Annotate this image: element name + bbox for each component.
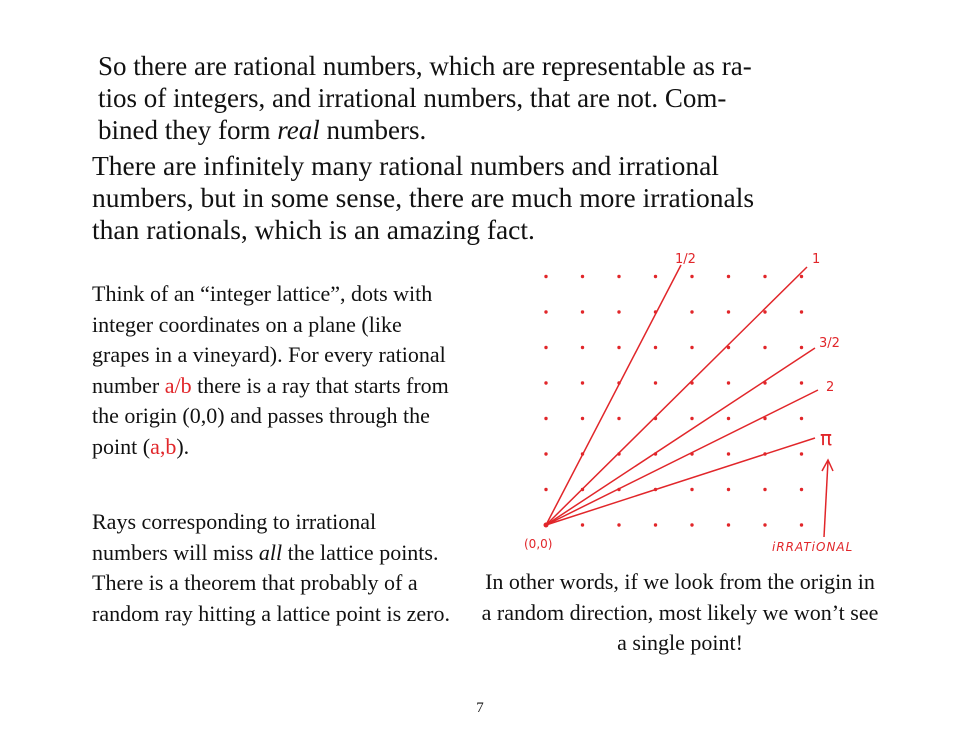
intro-line-2: tios of integers, and irrational numbers, that are not. Com-: [98, 83, 727, 113]
lattice-dot: [581, 346, 584, 349]
lattice-dot: [727, 310, 730, 313]
lattice-dot: [544, 452, 547, 455]
lattice-dot: [800, 417, 803, 420]
lattice-dot: [581, 275, 584, 278]
lattice-dot: [763, 523, 766, 526]
lattice-dot: [690, 488, 693, 491]
label-one: 1: [812, 252, 821, 267]
lattice-dot: [727, 275, 730, 278]
ab-point: a,b: [150, 433, 177, 459]
rays-text-part2: the lattice points. There is a theorem that probably of a random ray hitting a lattice point is zero.: [92, 539, 451, 626]
other-words-paragraph: In other words, if we look from the origin in a random direction, most likely we won’t see a single point!: [481, 569, 879, 655]
ray-two: [546, 390, 818, 525]
lattice-dot: [690, 523, 693, 526]
lattice-dot: [690, 417, 693, 420]
intro-line-3-start: bined they form: [98, 115, 278, 145]
lattice-dot: [763, 275, 766, 278]
lattice-dot: [581, 310, 584, 313]
intro-line-1: So there are rational numbers, which are representable as ra-: [98, 51, 752, 81]
lattice-dot: [727, 452, 730, 455]
lattice-text-part2: there is a ray that starts from the origin (0,0) and passes through the point (: [92, 372, 449, 459]
lattice-text-part1: Think of an “integer lattice”, dots with integer coordinates on a plane (like grapes in a vineyard). For every rational number: [92, 281, 446, 398]
lattice-dot: [800, 488, 803, 491]
all-emphasis: all: [258, 539, 283, 565]
lattice-dot: [617, 417, 620, 420]
lattice-dot: [544, 381, 547, 384]
lattice-dot: [654, 275, 657, 278]
ab-fraction: a/b: [164, 372, 192, 398]
infinite-line-2: numbers, but in some sense, there are much more irrationals: [92, 182, 755, 213]
lattice-dot: [727, 523, 730, 526]
lattice-dot: [581, 523, 584, 526]
lattice-dot: [617, 310, 620, 313]
label-three-halves: 3/2: [819, 336, 840, 351]
lattice-dot: [544, 346, 547, 349]
ray-pi: [546, 438, 815, 525]
lattice-dot: [581, 381, 584, 384]
lattice-dot: [654, 381, 657, 384]
ray-half: [546, 265, 681, 525]
label-pi: π: [820, 426, 833, 450]
lattice-dot: [544, 275, 547, 278]
ray-three-halves: [546, 348, 815, 525]
lattice-dot: [800, 346, 803, 349]
intro-line-3-end: numbers.: [319, 115, 427, 145]
origin-point: [544, 523, 549, 528]
label-two: 2: [826, 380, 835, 395]
infinite-line-1: There are infinitely many rational numbers and irrational: [92, 150, 719, 181]
lattice-dot: [617, 346, 620, 349]
irrational-arrow: [822, 460, 833, 537]
lattice-dot: [544, 310, 547, 313]
lattice-dot: [727, 488, 730, 491]
lattice-dot: [544, 488, 547, 491]
label-half: 1/2: [675, 252, 696, 267]
lattice-dot: [581, 417, 584, 420]
lattice-dot: [617, 275, 620, 278]
lattice-dot: [763, 488, 766, 491]
intro-real-emphasis: real: [277, 115, 320, 145]
ray-one: [546, 267, 807, 525]
lattice-dot: [654, 346, 657, 349]
lattice-dot: [763, 310, 766, 313]
lattice-dot: [690, 346, 693, 349]
lattice-dot: [617, 523, 620, 526]
irrational-label: iRRATiONAL: [772, 540, 854, 554]
lattice-dot: [800, 310, 803, 313]
lattice-text-part3: ).: [176, 433, 190, 459]
lattice-dot: [544, 417, 547, 420]
page-number: 7: [476, 700, 484, 716]
lattice-dot: [800, 452, 803, 455]
origin-label: (0,0): [524, 537, 553, 551]
lattice-dot: [654, 523, 657, 526]
lattice-dot: [690, 275, 693, 278]
lattice-dot: [800, 381, 803, 384]
lattice-dot: [763, 346, 766, 349]
lattice-rays: [546, 265, 818, 525]
lattice-dot: [800, 523, 803, 526]
lattice-dot: [727, 417, 730, 420]
lattice-dot: [690, 310, 693, 313]
infinite-line-3: than rationals, which is an amazing fact.: [92, 214, 535, 245]
lattice-dot: [727, 381, 730, 384]
lattice-dot: [800, 275, 803, 278]
rays-text-part1: Rays corresponding to irrational numbers will miss: [92, 509, 377, 565]
